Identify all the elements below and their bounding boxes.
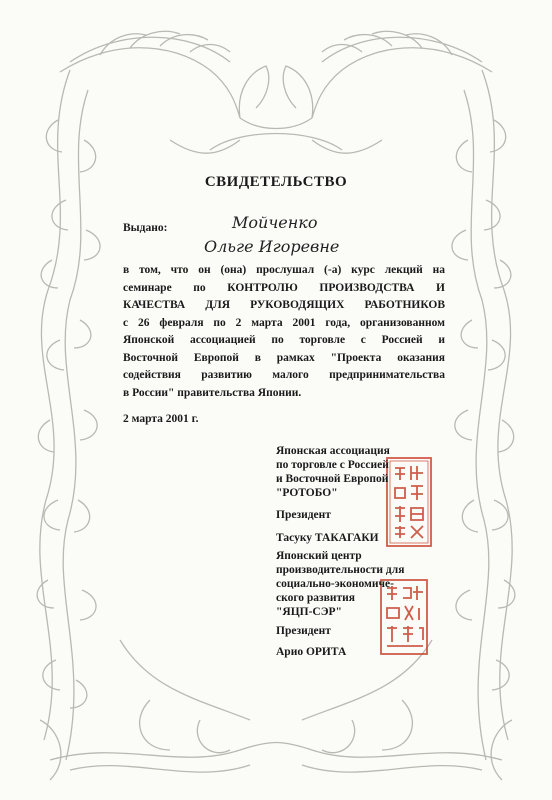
- body-line: в России" правительства Японии.: [123, 386, 302, 399]
- body-line: Восточной Европой в рамках "Проекта оказания: [123, 351, 445, 364]
- body-line: Японской ассоциацией по торговле с Россией и: [123, 334, 445, 346]
- body-line: с 26 февраля по 2 марта 2001 года, организованном: [123, 316, 445, 329]
- body-line: КАЧЕСТВА ДЛЯ РУКОВОДЯЩИХ РАБОТНИКОВ: [123, 299, 445, 311]
- issued-to-label: Выдано:: [123, 222, 168, 234]
- org-name-line: социально-экономиче-: [276, 578, 394, 590]
- body-line: семинаре по КОНТРОЛЮ ПРОИЗВОДСТВА И: [123, 281, 445, 294]
- certificate-body: [123, 262, 445, 402]
- signatory-position: Президент: [276, 625, 331, 637]
- org-name-line: по торговле с Россией: [276, 459, 389, 471]
- org-name-line: ского развития: [276, 592, 355, 604]
- body-line: в том, что он (она) прослушал (-а) курс лекций на: [123, 264, 445, 276]
- body-line: содействия развитию малого предпринимательства: [123, 369, 445, 381]
- recipient-name: Ольге Игоревне: [204, 237, 340, 256]
- organization-jcpser: [276, 549, 404, 659]
- certificate-title: СВИДЕТЕЛЬСТВО: [204, 174, 348, 190]
- org-name-line: Японская ассоциация: [276, 445, 390, 457]
- org-name-line: "ЯЦП-СЭР": [276, 606, 342, 618]
- org-name-line: производительности для: [276, 564, 405, 576]
- certificate-date: 2 марта 2001 г.: [123, 413, 199, 425]
- signatory-position: Президент: [276, 509, 331, 521]
- signatory-name: Тасуку ТАКАГАКИ: [276, 532, 379, 544]
- signatory-name: Арио ОРИТА: [276, 646, 347, 658]
- org-name-line: и Восточной Европой: [276, 473, 389, 485]
- org-name-line: "РОТОБО": [276, 487, 338, 499]
- recipient-surname: Мойченко: [232, 213, 318, 232]
- organization-rotobo: [276, 444, 390, 545]
- rotobo-seal-stamp: [385, 456, 433, 548]
- org-name-line: Японский центр: [276, 550, 362, 562]
